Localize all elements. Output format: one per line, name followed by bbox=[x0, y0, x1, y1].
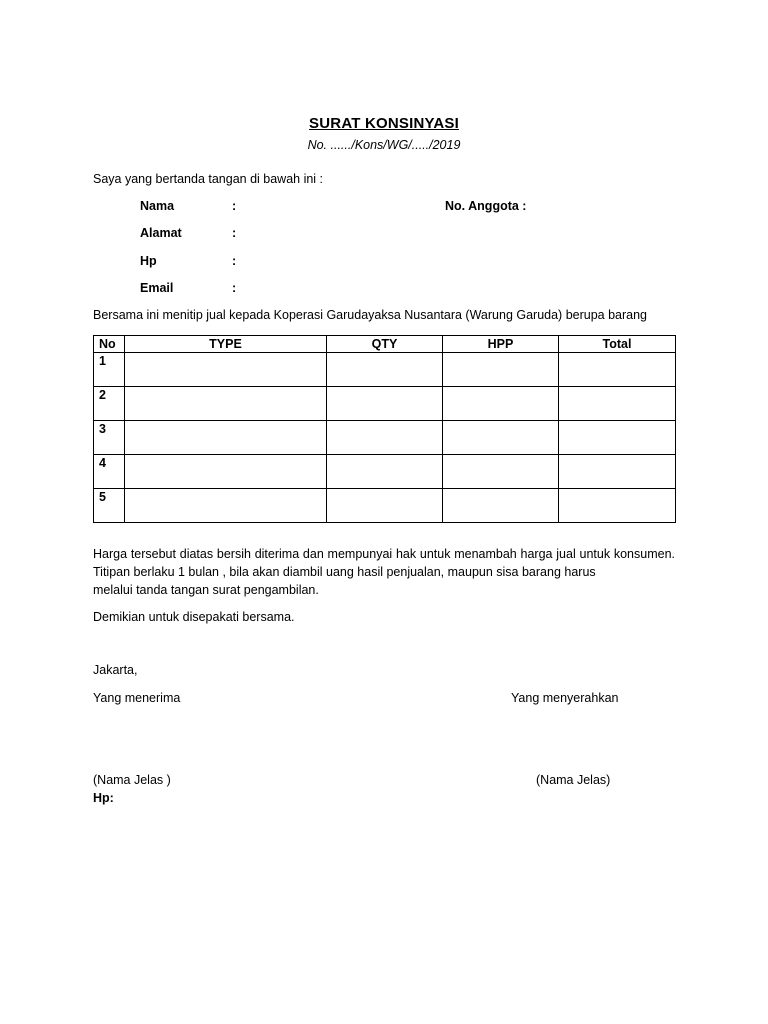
receiver-name-placeholder: (Nama Jelas ) bbox=[93, 773, 171, 787]
field-label-alamat: Alamat bbox=[140, 226, 182, 240]
document-title: SURAT KONSINYASI bbox=[309, 115, 459, 132]
field-separator-hp: : bbox=[232, 254, 237, 268]
field-separator-nama: : bbox=[232, 199, 237, 213]
field-label-nama: Nama bbox=[140, 199, 175, 213]
cell-type[interactable] bbox=[125, 455, 327, 489]
cell-qty[interactable] bbox=[327, 421, 443, 455]
document-number: No. ....../Kons/WG/...../2019 bbox=[307, 138, 461, 152]
cell-type[interactable] bbox=[125, 421, 327, 455]
hp-label: Hp: bbox=[93, 791, 114, 805]
cell-total[interactable] bbox=[559, 421, 676, 455]
row-number: 5 bbox=[94, 489, 125, 523]
cell-qty[interactable] bbox=[327, 489, 443, 523]
cell-total[interactable] bbox=[559, 353, 676, 387]
column-header-total: Total bbox=[559, 336, 676, 353]
consignment-items-table bbox=[93, 335, 676, 523]
table-row bbox=[94, 489, 676, 523]
field-label-hp: Hp bbox=[140, 254, 157, 268]
giver-label: Yang menyerahkan bbox=[511, 691, 619, 705]
cell-hpp[interactable] bbox=[443, 489, 559, 523]
field-separator-email: : bbox=[232, 281, 237, 295]
column-header-qty: QTY bbox=[327, 336, 443, 353]
column-header-type: TYPE bbox=[125, 336, 327, 353]
field-label-email: Email bbox=[140, 281, 174, 295]
member-number-label: No. Anggota : bbox=[445, 199, 527, 213]
consignment-statement: Bersama ini menitip jual kepada Koperasi Garudayaksa Nusantara (Warung Garuda) berupa barang bbox=[93, 308, 648, 322]
receiver-label: Yang menerima bbox=[93, 691, 181, 705]
table-row bbox=[94, 421, 676, 455]
terms-paragraph bbox=[93, 545, 675, 599]
cell-type[interactable] bbox=[125, 489, 327, 523]
cell-qty[interactable] bbox=[327, 353, 443, 387]
column-header-hpp: HPP bbox=[443, 336, 559, 353]
field-separator-alamat: : bbox=[232, 226, 237, 240]
table-row bbox=[94, 387, 676, 421]
cell-qty[interactable] bbox=[327, 387, 443, 421]
place-text: Jakarta, bbox=[93, 663, 138, 677]
row-number: 2 bbox=[94, 387, 125, 421]
giver-name-placeholder: (Nama Jelas) bbox=[536, 773, 611, 787]
table-row bbox=[94, 353, 676, 387]
row-number: 1 bbox=[94, 353, 125, 387]
cell-hpp[interactable] bbox=[443, 455, 559, 489]
cell-type[interactable] bbox=[125, 387, 327, 421]
cell-hpp[interactable] bbox=[443, 421, 559, 455]
intro-text: Saya yang bertanda tangan di bawah ini : bbox=[93, 172, 324, 186]
closing-text: Demikian untuk disepakati bersama. bbox=[93, 610, 295, 624]
cell-total[interactable] bbox=[559, 455, 676, 489]
row-number: 3 bbox=[94, 421, 125, 455]
cell-total[interactable] bbox=[559, 489, 676, 523]
cell-type[interactable] bbox=[125, 353, 327, 387]
cell-hpp[interactable] bbox=[443, 387, 559, 421]
table-row bbox=[94, 455, 676, 489]
cell-hpp[interactable] bbox=[443, 353, 559, 387]
column-header-no: No bbox=[94, 336, 125, 353]
row-number: 4 bbox=[94, 455, 125, 489]
terms-line-2: melalui tanda tangan surat pengambilan. bbox=[93, 583, 319, 597]
terms-line-1: Harga tersebut diatas bersih diterima dan mempunyai hak untuk menambah harga jual untuk konsumen. Titipan berlaku 1 bulan , bila akan diambil uang hasil penjualan, maupun sisa barang harus bbox=[93, 547, 675, 579]
table-header-row bbox=[94, 336, 676, 353]
cell-total[interactable] bbox=[559, 387, 676, 421]
cell-qty[interactable] bbox=[327, 455, 443, 489]
